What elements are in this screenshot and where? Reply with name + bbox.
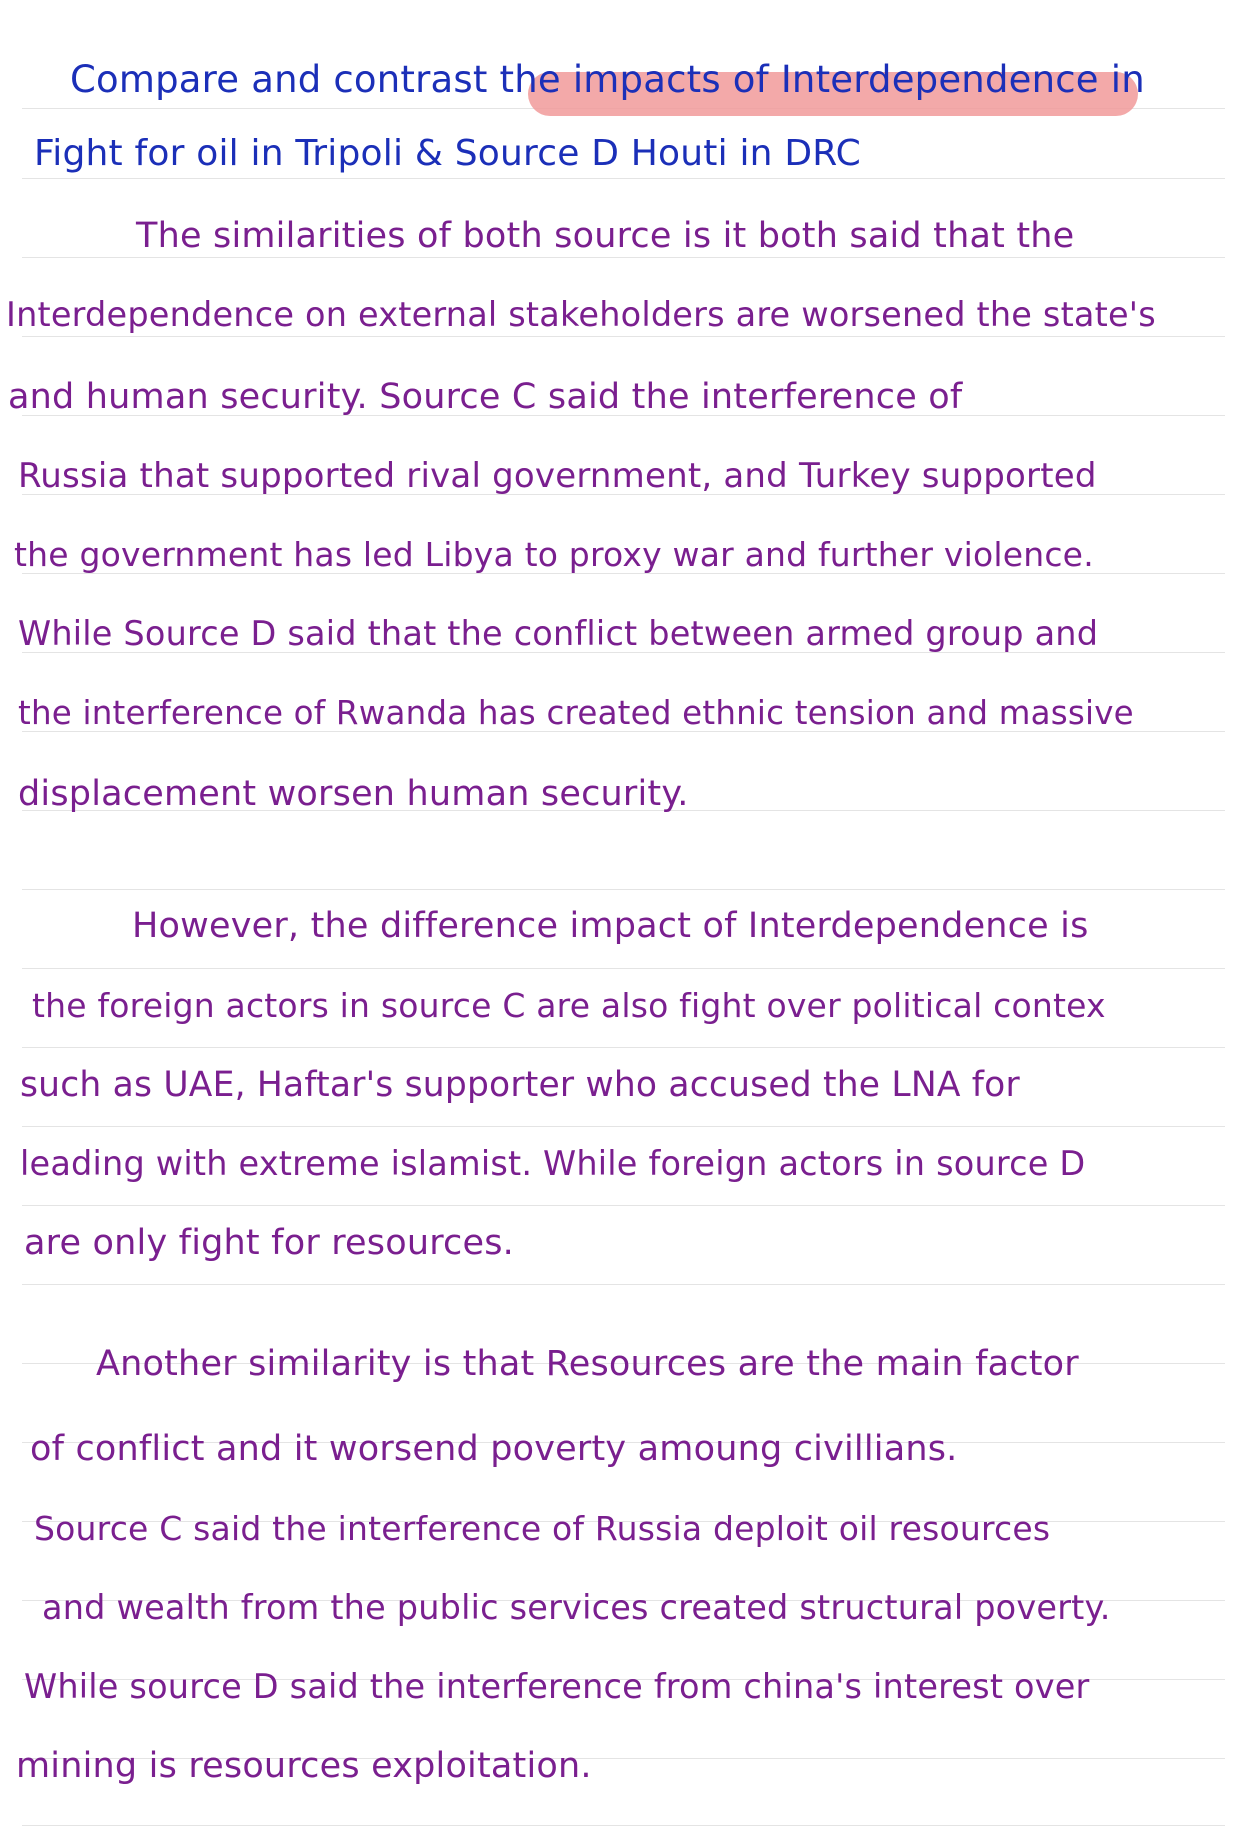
paragraph-line: However, the difference impact of Interdependence is	[132, 906, 1089, 946]
ruled-line	[22, 968, 1225, 969]
ruled-line	[22, 1047, 1225, 1048]
title-line: Compare and contrast the impacts of Interdependence in	[70, 58, 1145, 101]
paragraph-line: are only fight for resources.	[24, 1223, 514, 1263]
paragraph-line: and wealth from the public services created structural poverty.	[42, 1588, 1111, 1627]
paragraph-line: mining is resources exploitation.	[16, 1746, 592, 1786]
ruled-line	[22, 1205, 1225, 1206]
paragraph-line: Russia that supported rival government, and Turkey supported	[18, 456, 1097, 496]
paragraph-line: displacement worsen human security.	[18, 774, 689, 814]
paragraph-line: While source D said the interference from china's interest over	[24, 1667, 1090, 1706]
paragraph-line: leading with extreme islamist. While foreign actors in source D	[20, 1144, 1086, 1183]
paragraph-line: the interference of Rwanda has created ethnic tension and massive	[18, 694, 1134, 732]
title-line: Fight for oil in Tripoli & Source D Houti in DRC	[34, 133, 862, 174]
paragraph-line: such as UAE, Haftar's supporter who accused the LNA for	[20, 1065, 1020, 1105]
paragraph-line: the foreign actors in source C are also fight over political contex	[32, 986, 1106, 1025]
ruled-line	[22, 1126, 1225, 1127]
ruled-line	[22, 1284, 1225, 1285]
ruled-line	[22, 178, 1225, 179]
paragraph-line: the government has led Libya to proxy war and further violence.	[14, 535, 1094, 574]
paragraph-line: Another similarity is that Resources are the main factor	[96, 1344, 1079, 1384]
paragraph-line: of conflict and it worsend poverty amoung civillians.	[30, 1429, 958, 1469]
paragraph-line: Source C said the interference of Russia deploit oil resources	[34, 1509, 1051, 1548]
paragraph-line: and human security. Source C said the interference of	[8, 377, 963, 417]
ruled-line	[22, 889, 1225, 890]
paragraph-line: While Source D said that the conflict between armed group and	[18, 614, 1099, 653]
paragraph-line: Interdependence on external stakeholders are worsened the state's	[6, 295, 1156, 334]
ruled-line	[22, 1825, 1225, 1826]
paragraph-line: The similarities of both source is it both said that the	[136, 216, 1075, 256]
